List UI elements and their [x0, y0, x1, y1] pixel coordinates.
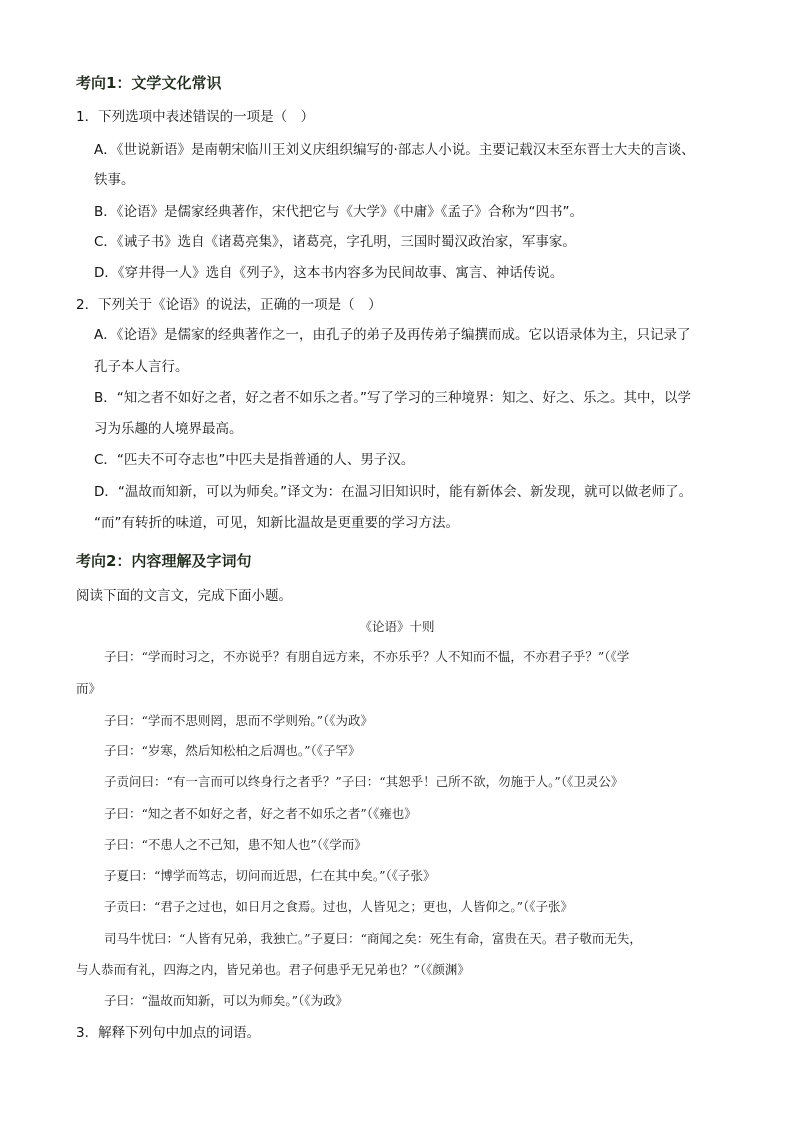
question-1-option-b: B．《论语》是儒家经典著作，宋代把它与《大学》《中庸》《孟子》合称为“四书”。 — [94, 204, 583, 220]
reading-intro: 阅读下面的文言文，完成下面小题。 — [76, 588, 292, 604]
question-2-option-b: B．“知之者不如好之者，好之者不如乐之者。”写了学习的三种境界：知之、好之、乐之。其中，以学 — [94, 390, 691, 406]
reading-line: 子曰：“岁寒，然后知松柏之后凋也。”（《子罕》 — [104, 743, 361, 758]
reading-line: 而》 — [76, 681, 102, 696]
question-1-option-a-cont: 铁事。 — [94, 172, 135, 188]
question-1-stem: 1．下列选项中表述错误的一项是（ ） — [76, 109, 315, 125]
reading-line: 子贡问曰：“有一言而可以终身行之者乎？”子曰：“其恕乎！己所不欲，勿施于人。”（《卫灵公》 — [104, 774, 624, 789]
reading-line: 司马牛忧曰：“人皆有兄弟，我独亡。”子夏曰：“商闻之矣：死生有命，富贵在天。君子敬而无失， — [104, 931, 642, 946]
reading-line: 与人恭而有礼，四海之内，皆兄弟也。君子何患乎无兄弟也？”（《颜渊》 — [76, 962, 470, 977]
question-1-option-d: D．《穿井得一人》选自《列子》，这本书内容多为民间故事、寓言、神话传说。 — [94, 265, 564, 281]
question-2-stem: 2．下列关于《论语》的说法，正确的一项是（ ） — [76, 297, 382, 313]
question-2-option-d: D．“温故而知新，可以为师矣。”译文为：在温习旧知识时，能有新体会、新发现，就可以做老师了。 — [94, 484, 693, 500]
question-2-option-a: A．《论语》是儒家的经典著作之一，由孔子的弟子及再传弟子编撰而成。它以语录体为主，只记录了 — [94, 327, 691, 343]
question-1-option-c: C．《诫子书》选自《诸葛亮集》，诸葛亮，字孔明，三国时蜀汉政治家，军事家。 — [94, 234, 576, 250]
reading-line: 子曰：“知之者不如好之者，好之者不如乐之者”（《雍也》 — [104, 806, 417, 821]
section-heading-2: 考向2：内容理解及字词句 — [76, 552, 252, 570]
question-2-option-a-cont: 孔子本人言行。 — [94, 359, 189, 375]
section-heading-1: 考向1：文学文化常识 — [76, 74, 222, 92]
reading-line: 子夏曰：“博学而笃志，切问而近思，仁在其中矣。”（《子张》 — [104, 868, 436, 883]
question-2-option-b-cont: 习为乐趣的人境界最高。 — [94, 421, 243, 437]
question-2-option-c: C．“匹夫不可夺志也”中匹夫是指普通的人、男子汉。 — [94, 452, 415, 468]
question-3-stem: 3．解释下列句中加点的词语。 — [76, 1025, 261, 1041]
question-1-option-a: A．《世说新语》是南朝宋临川王刘义庆组织编写的·部志人小说。主要记载汉末至东晋士大夫的言谈、 — [94, 142, 695, 158]
reading-line: 子曰：“温故而知新，可以为师矣。”（《为政》 — [104, 993, 349, 1008]
reading-title: 《论语》十则 — [359, 619, 435, 634]
reading-line: 子曰：“不患人之不己知，患不知人也”（《学而》 — [104, 837, 367, 852]
reading-line: 子曰：“学而时习之，不亦说乎？有朋自远方来，不亦乐乎？人不知而不愠，不亦君子乎？”（《学 — [104, 649, 630, 664]
reading-line: 子曰：“学而不思则罔，思而不学则殆。”（《为政》 — [104, 713, 374, 728]
question-2-option-d-cont: “而”有转折的味道，可见，知新比温故是更重要的学习方法。 — [94, 515, 459, 531]
reading-line: 子贡曰：“君子之过也，如日月之食焉。过也，人皆见之；更也，人皆仰之。”（《子张》 — [104, 899, 574, 914]
